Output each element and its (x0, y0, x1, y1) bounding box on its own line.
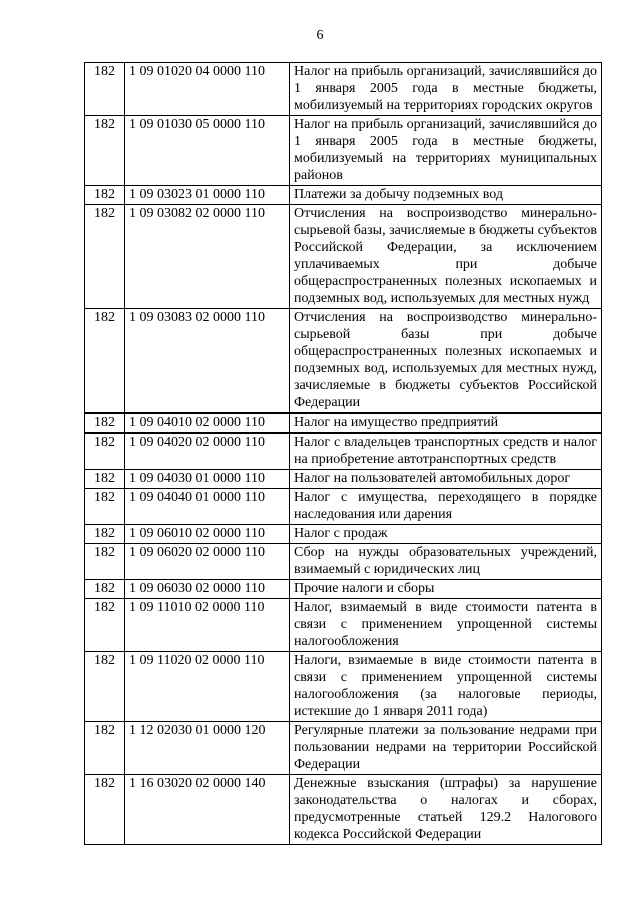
budget-code-cell: 1 12 02030 01 0000 120 (125, 722, 290, 775)
budget-code-cell: 1 09 03083 02 0000 110 (125, 309, 290, 414)
table-row (85, 470, 602, 489)
table-row (85, 525, 602, 544)
budget-code-cell: 1 09 01030 05 0000 110 (125, 116, 290, 186)
budget-code-cell: 1 09 04030 01 0000 110 (125, 470, 290, 489)
page-number: 6 (316, 28, 324, 43)
table-row (85, 489, 602, 525)
admin-code-cell: 182 (85, 544, 125, 580)
budget-code-cell: 1 09 06030 02 0000 110 (125, 580, 290, 599)
budget-code-cell: 1 09 03082 02 0000 110 (125, 205, 290, 309)
admin-code-cell: 182 (85, 413, 125, 433)
table-row (85, 652, 602, 722)
admin-code-cell: 182 (85, 489, 125, 525)
revenue-name-cell: Налог на прибыль организаций, зачислявшийся до 1 января 2005 года в местные бюджеты, мобилизуемый на территориях муниципальных районов (290, 116, 602, 186)
budget-code-cell: 1 09 04040 01 0000 110 (125, 489, 290, 525)
table-row (85, 775, 602, 845)
budget-code-cell: 1 09 11010 02 0000 110 (125, 599, 290, 652)
revenue-name-cell: Денежные взыскания (штрафы) за нарушение законодательства о налогах и сборах, предусмотренные статьей 129.2 Налогового кодекса Российской Федерации (290, 775, 602, 845)
table-row (85, 186, 602, 205)
revenue-name-cell: Налог, взимаемый в виде стоимости патента в связи с применением упрощенной системы налогообложения (290, 599, 602, 652)
budget-code-cell: 1 09 01020 04 0000 110 (125, 63, 290, 116)
revenue-name-cell: Налог на прибыль организаций, зачислявшийся до 1 января 2005 года в местные бюджеты, мобилизуемый на территориях городских округов (290, 63, 602, 116)
revenue-codes-table (84, 62, 602, 845)
admin-code-cell: 182 (85, 525, 125, 544)
budget-code-cell: 1 09 03023 01 0000 110 (125, 186, 290, 205)
admin-code-cell: 182 (85, 63, 125, 116)
budget-code-cell: 1 09 06010 02 0000 110 (125, 525, 290, 544)
admin-code-cell: 182 (85, 722, 125, 775)
table-row (85, 599, 602, 652)
revenue-name-cell: Сбор на нужды образовательных учреждений, взимаемый с юридических лиц (290, 544, 602, 580)
admin-code-cell: 182 (85, 309, 125, 414)
admin-code-cell: 182 (85, 470, 125, 489)
revenue-name-cell: Налоги, взимаемые в виде стоимости патента в связи с применением упрощенной системы налогообложения (за налоговые периоды, истекшие до 1 января 2011 года) (290, 652, 602, 722)
table-row (85, 544, 602, 580)
revenue-name-cell: Прочие налоги и сборы (290, 580, 602, 599)
revenue-name-cell: Налог с продаж (290, 525, 602, 544)
budget-code-cell: 1 09 11020 02 0000 110 (125, 652, 290, 722)
budget-code-cell: 1 09 04020 02 0000 110 (125, 433, 290, 470)
budget-code-cell: 1 09 06020 02 0000 110 (125, 544, 290, 580)
table-row (85, 580, 602, 599)
table-row (85, 63, 602, 116)
table-row (85, 205, 602, 309)
revenue-name-cell: Отчисления на воспроизводство минерально-сырьевой базы при добыче общераспространенных полезных ископаемых и подземных вод, используемых для местных нужд, зачисляемые в бюджеты субъектов Российской Федерации (290, 309, 602, 414)
table-row (85, 413, 602, 433)
revenue-name-cell: Налог с владельцев транспортных средств и налог на приобретение автотранспортных средств (290, 433, 602, 470)
admin-code-cell: 182 (85, 652, 125, 722)
admin-code-cell: 182 (85, 186, 125, 205)
table-row (85, 722, 602, 775)
admin-code-cell: 182 (85, 580, 125, 599)
admin-code-cell: 182 (85, 116, 125, 186)
admin-code-cell: 182 (85, 599, 125, 652)
table-row (85, 309, 602, 414)
revenue-name-cell: Регулярные платежи за пользование недрами при пользовании недрами на территории Российской Федерации (290, 722, 602, 775)
budget-code-cell: 1 09 04010 02 0000 110 (125, 413, 290, 433)
revenue-name-cell: Налог на имущество предприятий (290, 413, 602, 433)
admin-code-cell: 182 (85, 775, 125, 845)
revenue-name-cell: Отчисления на воспроизводство минерально-сырьевой базы, зачисляемые в бюджеты субъектов Российской Федерации, за исключением уплачиваемых при добыче общераспространенных полезных ископаемых и подземных вод, используемых для местных нужд (290, 205, 602, 309)
budget-code-cell: 1 16 03020 02 0000 140 (125, 775, 290, 845)
admin-code-cell: 182 (85, 205, 125, 309)
revenue-name-cell: Налог с имущества, переходящего в порядке наследования или дарения (290, 489, 602, 525)
revenue-name-cell: Налог на пользователей автомобильных дорог (290, 470, 602, 489)
revenue-name-cell: Платежи за добычу подземных вод (290, 186, 602, 205)
table-row (85, 433, 602, 470)
table-row (85, 116, 602, 186)
admin-code-cell: 182 (85, 433, 125, 470)
